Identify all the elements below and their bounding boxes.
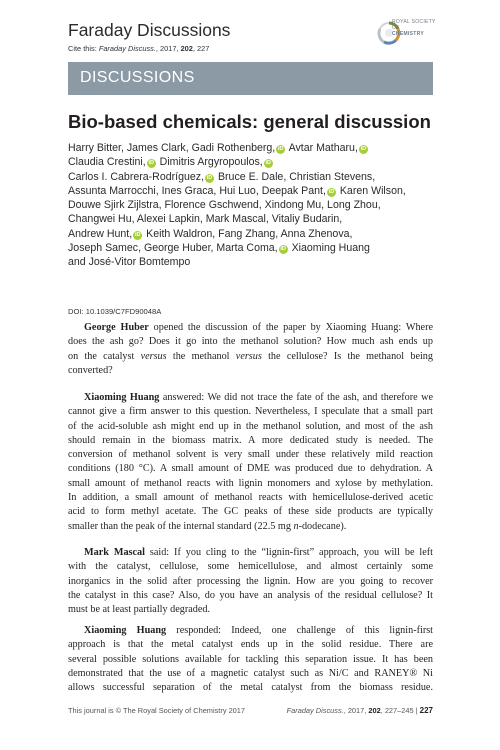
text-run: must be at least partially degraded. xyxy=(68,604,211,616)
author-names: Bruce E. Dale, Christian Stevens, xyxy=(215,170,376,183)
italic-text: versus xyxy=(235,350,262,362)
text-line xyxy=(68,667,433,681)
author-line xyxy=(68,198,438,212)
text-line xyxy=(68,638,433,652)
text-line xyxy=(68,589,433,603)
text-run: -dodecane). xyxy=(298,520,347,532)
text-run: small amount of methanol reacts with lignin monomers and xylose by methylation. xyxy=(68,477,433,489)
speaker-name: Xiaoming Huang xyxy=(84,392,160,403)
text-line xyxy=(68,462,433,476)
orcid-icon[interactable]: iD xyxy=(148,160,154,167)
author-names: and José-Vitor Bomtempo xyxy=(68,256,191,269)
speaker-name: George Huber xyxy=(84,322,149,333)
author-line xyxy=(68,141,438,155)
text-run: allows successful separation of the metal catalyst from the biomass residue. xyxy=(68,682,433,694)
text-run: conditions (180 °C). A small amount of DME was produced due to dehydration. A xyxy=(68,463,433,475)
text-run: responded: Indeed, one challenge of this lignin-first xyxy=(166,625,433,636)
author-names: Xiaoming Huang xyxy=(288,242,370,255)
doi-text: DOI: 10.1039/C7FD90048A xyxy=(68,307,162,316)
paragraph-huber-question xyxy=(68,321,433,378)
author-names: Assunta Marrocchi, Ines Graca, Hui Luo, Deepak Pant, xyxy=(68,184,326,197)
paragraph-huang-response xyxy=(68,624,433,695)
text-line xyxy=(68,546,433,560)
text-run: smaller than the peak of the internal standard (22.5 mg xyxy=(68,520,294,532)
text-line xyxy=(68,477,433,491)
text-run: demonstrated that the use of a magnetic catalyst such as Ni/C and RANEY® Ni xyxy=(68,667,433,679)
text-line xyxy=(68,391,433,405)
author-names: Joseph Samec, George Huber, Marta Coma, xyxy=(68,242,278,255)
author-names: Harry Bitter, James Clark, Gadi Rothenberg, xyxy=(68,142,276,154)
orcid-icon[interactable]: iD xyxy=(328,188,335,195)
text-run: approach is that the metal catalyst ends up in the solid residue. There are xyxy=(68,639,433,651)
text-run: should remain in the biomass matrix. A more dedicated study is needed. The xyxy=(68,434,433,446)
text-run: the methanol xyxy=(166,350,236,362)
text-run: on the catalyst xyxy=(68,350,141,362)
orcid-icon[interactable]: iD xyxy=(278,146,284,152)
text-run: acid to form methyl acetate. The GC peaks of these side products are typically xyxy=(68,506,433,518)
page-footer xyxy=(68,706,433,715)
text-line xyxy=(68,364,433,378)
page-number: 227 xyxy=(419,706,433,715)
text-line xyxy=(68,575,433,589)
footer-citation: Faraday Discuss., 2017, 202, 227–245 | 227 xyxy=(286,706,433,715)
text-run: opened the discussion of the paper by Xiaoming Huang: Where xyxy=(148,322,433,333)
author-line xyxy=(68,241,438,255)
cite-page: , 227 xyxy=(192,44,210,53)
paragraph-huang-answer xyxy=(68,391,433,534)
cite-prefix: Cite this: xyxy=(68,44,99,53)
text-line xyxy=(68,420,433,434)
author-names: Avtar Matharu, xyxy=(286,142,358,154)
text-run: In addition, a small amount of methanol reacts with hemicellulose-derived acetic xyxy=(68,492,433,504)
text-line xyxy=(68,603,433,617)
text-run: does the ash go? Does it go into the methanol solution? How much ash ends up xyxy=(68,336,433,348)
text-line xyxy=(68,434,433,448)
cite-volume: 202 xyxy=(180,44,193,53)
author-names: Keith Waldron, Fang Zhang, Anna Zhenova, xyxy=(143,227,353,240)
text-run: with the catalyst, cellulose, some hemicellulose, and almost certainly some xyxy=(68,561,433,573)
orcid-icon[interactable]: iD xyxy=(280,246,286,253)
author-line xyxy=(68,155,438,169)
author-line xyxy=(68,255,438,269)
text-line xyxy=(68,653,433,667)
citation-line xyxy=(68,44,209,53)
paragraph-mascal-question xyxy=(68,546,433,617)
rsc-logo-text: ROYAL SOCIETY OF CHEMISTRY xyxy=(392,19,436,37)
article-title: Bio-based chemicals: general discussion xyxy=(68,111,431,132)
text-line xyxy=(68,321,433,335)
text-line xyxy=(68,520,433,534)
author-line xyxy=(68,170,438,184)
cite-journal: Faraday Discuss. xyxy=(98,44,156,53)
author-names: Douwe Sjirk Zijlstra, Florence Gschwend, Xindong Mu, Long Zhou, xyxy=(68,199,381,212)
text-line xyxy=(68,491,433,505)
orcid-icon[interactable]: iD xyxy=(206,174,213,181)
section-label: DISCUSSIONS xyxy=(80,69,195,86)
text-line xyxy=(68,405,433,419)
cite-year: , 2017, xyxy=(155,44,181,53)
text-run: several possible solutions available for tackling this separation issue. It has been xyxy=(68,653,433,665)
footer-copyright: This journal is © The Royal Society of Chemistry 2017 xyxy=(68,706,246,715)
author-names: Andrew Hunt, xyxy=(68,227,133,240)
text-line xyxy=(68,335,433,349)
text-line xyxy=(68,350,433,364)
author-names: Dimitris Argyropoulos, xyxy=(156,156,263,169)
text-line xyxy=(68,448,433,462)
text-line xyxy=(68,624,433,638)
author-list xyxy=(68,141,438,270)
text-run: inorganics in the solid after processing the lignin. How are you going to recover xyxy=(68,575,433,587)
text-run: of the acid-soluble ash might end up in the methanol solution, and most of the ash xyxy=(68,420,433,432)
text-run: conversion of methanol solvent is very small under these relatively mild reaction xyxy=(68,449,433,461)
author-line xyxy=(68,212,438,226)
text-run: the catalyst in this case? Also, do you have an analysis of the residual cellulose? It xyxy=(68,589,433,601)
journal-title: Faraday Discussions xyxy=(68,20,231,40)
author-line xyxy=(68,184,438,198)
text-line xyxy=(68,681,433,695)
orcid-icon[interactable]: iD xyxy=(265,160,271,167)
italic-text: n xyxy=(293,520,299,532)
orcid-icon[interactable]: iD xyxy=(360,146,367,152)
text-line xyxy=(68,560,433,574)
orcid-icon[interactable]: iD xyxy=(134,231,141,238)
author-names: Changwei Hu, Alexei Lapkin, Mark Mascal, Vitaliy Budarin, xyxy=(68,213,343,226)
author-names: Carlos I. Cabrera-Rodríguez, xyxy=(68,170,205,183)
text-run: said: If you cling to the “lignin-first” approach, you will be left xyxy=(144,547,433,558)
text-line xyxy=(68,505,433,519)
author-names: Claudia Crestini, xyxy=(68,156,146,169)
author-names: Karen Wilson, xyxy=(336,184,406,197)
text-run: cannot give a firm answer to this question. Nevertheless, I speculate that a small part xyxy=(68,406,433,418)
speaker-name: Mark Mascal xyxy=(84,547,145,558)
italic-text: versus xyxy=(140,350,167,362)
speaker-name: Xiaoming Huang xyxy=(84,625,167,636)
text-run: the cellulose? Is the methanol being xyxy=(261,350,433,362)
text-run: answered: We did not trace the fate of the ash, and therefore we xyxy=(159,392,433,403)
author-line xyxy=(68,227,438,241)
text-run: converted? xyxy=(68,364,113,376)
